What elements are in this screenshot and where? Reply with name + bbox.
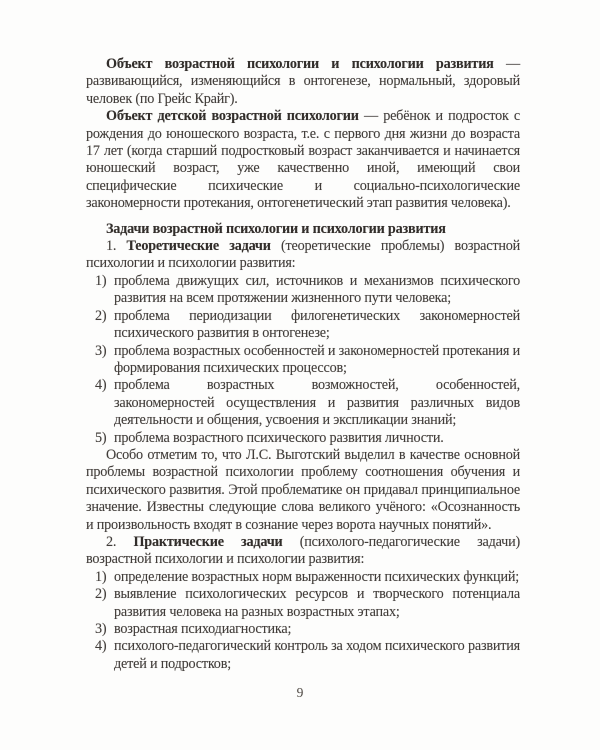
list-item-text: проблема возрастных возможностей, особенностей, закономерностей осуществления и развития различных видов деятельности и общения, усвоения и экспликации знаний; <box>114 377 520 429</box>
item-number: 2. <box>106 533 134 550</box>
paragraph-text: (теоретические проблемы) возрастной психологии и психологии развития: <box>86 238 521 272</box>
item-number: 1. <box>106 238 127 255</box>
list-item-number: 3) <box>95 342 107 359</box>
list-item-number: 3) <box>95 621 107 637</box>
term-object-child-psychology: Объект детской возрастной психологии <box>106 108 359 125</box>
paragraph-object-age-psychology <box>86 56 520 108</box>
paragraph-theoretical-tasks-intro <box>86 238 520 273</box>
list-item-text: возрастная психодиагностика; <box>114 621 292 637</box>
paragraph-practical-tasks-intro <box>86 534 520 569</box>
theoretical-tasks-list <box>86 273 520 447</box>
term-practical-tasks: Практические задачи <box>133 533 283 550</box>
list-item-theoretical-5 <box>86 430 520 447</box>
list-item-practical-3 <box>86 621 520 638</box>
list-item-number: 4) <box>95 638 107 655</box>
term-theoretical-tasks: Теоретические задачи <box>126 238 271 255</box>
practical-tasks-list <box>86 569 520 673</box>
list-item-number: 2) <box>95 307 107 324</box>
paragraph-text: — развивающийся, изменяющийся в онтогенезе, нормальный, здоровый человек (по Грейс Крайг). <box>86 56 520 107</box>
list-item-practical-4 <box>86 638 520 673</box>
list-item-text: проблема периодизации филогенетических закономерностей психического развития в онтогенезе; <box>114 307 520 342</box>
list-item-text: определение возрастных норм выраженности психических функций; <box>114 568 519 585</box>
paragraph-text: (психолого-педагогические задачи) возрастной психологии и психологии развития: <box>86 533 520 568</box>
list-item-number: 1) <box>95 568 107 585</box>
list-item-text: психолого-педагогический контроль за ходом психического развития детей и подростков; <box>114 638 520 672</box>
list-item-theoretical-4 <box>86 377 520 429</box>
paragraph-text: — ребёнок и подросток с рождения до юношеского возраста, т.е. с первого дня жизни до возраста 17 лет (когда старший подростковый возраст заканчивается и начинается юношеский возраст, уже качественно иной, имеющий свои специфические психические и социально-психологические закономерности протекания, онтогенетический этап развития человека). <box>86 108 520 212</box>
list-item-practical-2 <box>86 586 520 621</box>
paragraph-vygotsky: Особо отметим то, что Л.С. Выготский выделил в качестве основной проблемы возрастной психологии проблему соотношения обучения и психического развития. Этой проблематике он придавал принципиальное значение. Известны следующие слова великого учёного: «Осознанность и произвольность входят в сознание через ворота научных понятий». <box>86 446 520 533</box>
list-item-text: проблема возрастного психического развития личности. <box>114 429 444 446</box>
paragraph-object-child-psychology <box>86 108 520 212</box>
list-item-text: выявление психологических ресурсов и творческого потенциала развития человека на разных возрастных этапах; <box>114 586 520 620</box>
term-object-age-psychology: Объект возрастной психологии и психологии развития <box>106 56 494 72</box>
list-item-number: 4) <box>95 377 107 394</box>
list-item-text: проблема движущих сил, источников и механизмов психического развития на всем протяжении жизненного пути человека; <box>114 272 520 307</box>
list-item-number: 1) <box>95 272 107 289</box>
list-item-theoretical-2 <box>86 308 520 343</box>
list-item-number: 2) <box>95 586 107 603</box>
list-item-practical-1 <box>86 569 520 586</box>
list-item-theoretical-3 <box>86 343 520 378</box>
page-number: 9 <box>296 685 304 700</box>
list-item-theoretical-1 <box>86 273 520 308</box>
list-item-number: 5) <box>95 429 107 446</box>
section-heading-tasks: Задачи возрастной психологии и психологии развития <box>106 220 446 237</box>
list-item-text: проблема возрастных особенностей и закономерностей протекания и формирования психических процессов; <box>114 342 520 376</box>
